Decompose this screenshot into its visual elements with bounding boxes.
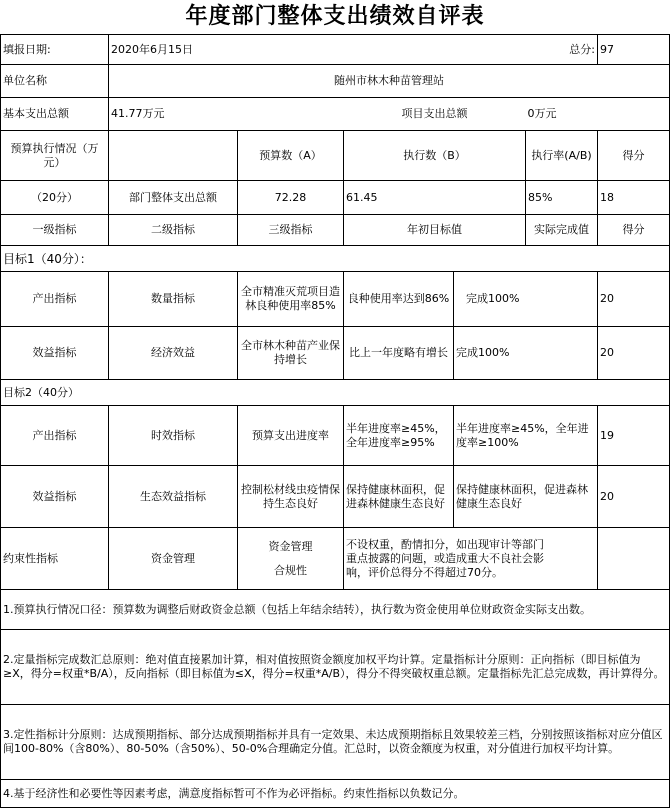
constraint-row <box>1 528 670 590</box>
note-row <box>1 705 670 780</box>
constraint-l3 <box>238 528 344 590</box>
goal1-score: 20 <box>598 272 670 327</box>
goal2-l1: 效益指标 <box>1 466 109 528</box>
header-target: 年初目标值 <box>344 215 526 246</box>
goal2-l2: 生态效益指标 <box>109 466 238 528</box>
goal1-l2: 经济效益 <box>109 327 238 380</box>
fill-date-label: 填报日期: <box>1 35 109 65</box>
budget-label: 预算执行情况（万元） <box>1 131 109 181</box>
goal2-target: 半年进度率≥45%，全年进度率≥95% <box>344 406 454 466</box>
goal1-target: 比上一年度略有增长 <box>344 327 454 380</box>
page-title: 年度部门整体支出绩效自评表 <box>185 4 485 29</box>
budget-header-row <box>1 131 670 181</box>
goal2-label: 目标2（40分） <box>1 380 670 406</box>
unit-name: 随州市林木种苗管理站 <box>109 65 670 98</box>
goal1-actual: 完成100% <box>454 272 598 327</box>
goal2-l3: 控制松材线虫疫情保持生态良好 <box>238 466 344 528</box>
unit-label: 单位名称 <box>1 65 109 98</box>
project-total-value: 0万元 <box>526 98 670 131</box>
budget-points: （20分） <box>1 181 109 215</box>
note-4: 4.基于经济性和必要性等因素考虑，满意度指标暂可不作为必评指标。约束性指标以负数记分。 <box>1 780 670 808</box>
header-level2: 二级指标 <box>109 215 238 246</box>
goal1-l1: 产出指标 <box>1 272 109 327</box>
goal2-score: 20 <box>598 466 670 528</box>
goal2-row <box>1 380 670 406</box>
evaluation-table <box>0 34 670 808</box>
constraint-l2: 资金管理 <box>109 528 238 590</box>
constraint-l3-a: 资金管理 <box>268 539 313 553</box>
goal2-l3: 预算支出进度率 <box>238 406 344 466</box>
goal1-row <box>1 246 670 272</box>
goal1-l3: 全市林木种苗产业保持增长 <box>238 327 344 380</box>
header-level3: 三级指标 <box>238 215 344 246</box>
goal2-l1: 产出指标 <box>1 406 109 466</box>
goal1-l2: 数量指标 <box>109 272 238 327</box>
note-2: 2.定量指标完成数汇总原则：绝对值直接累加计算，相对值按照资金额度加权平均计算。定量指标计分原则：正向指标（即目标值为≥X，得分=权重*B/A），反向指标（即目标值为≤X，得分=权重*A/B），得分不得突破权重总额。定量指标先汇总完成数，再计算得分。 <box>1 630 670 705</box>
goal2-item <box>1 406 670 466</box>
exec-col-header: 执行数（B） <box>344 131 526 181</box>
goal1-item <box>1 272 670 327</box>
note-row <box>1 780 670 808</box>
rate-value: 85% <box>526 181 598 215</box>
goal2-actual: 半年进度率≥45%，全年进度率≥100% <box>454 406 598 466</box>
budget-col-header: 预算数（A） <box>238 131 344 181</box>
header-level1: 一级指标 <box>1 215 109 246</box>
fill-date-value: 2020年6月15日 <box>109 35 344 65</box>
unit-row <box>1 65 670 98</box>
header-score: 得分 <box>598 215 670 246</box>
score-col-header: 得分 <box>598 131 670 181</box>
note-1: 1.预算执行情况口径：预算数为调整后财政资金总额（包括上年结余结转），执行数为资金使用单位财政资金实际支出数。 <box>1 590 670 630</box>
constraint-l1: 约束性指标 <box>1 528 109 590</box>
note-row <box>1 630 670 705</box>
goal1-label: 目标1（40分）： <box>1 246 670 272</box>
header-actual: 实际完成值 <box>526 215 598 246</box>
goal2-l2: 时效指标 <box>109 406 238 466</box>
goal1-item <box>1 327 670 380</box>
rate-col-header: 执行率(A/B) <box>526 131 598 181</box>
budget-item: 部门整体支出总额 <box>109 181 238 215</box>
exec-value: 61.45 <box>344 181 526 215</box>
note-3: 3.定性指标计分原则：达成预期指标、部分达成预期指标并具有一定效果、未达成预期指标且效果较差三档，分别按照该指标对应分值区间100-80%（含80%）、80-50%（含50%）、50-0%合理确定分值。汇总时，以资金额度为权重，对分值进行加权平均计算。 <box>1 705 670 780</box>
goal2-target: 保持健康林面积，促进森林健康生态良好 <box>344 466 454 528</box>
goal2-score: 19 <box>598 406 670 466</box>
indicator-header-row <box>1 215 670 246</box>
constraint-desc: 不设权重，酌情扣分，如出现审计等部门重点披露的问题，或造成重大不良社会影响，评价总得分不得超过70分。 <box>344 528 598 590</box>
goal2-actual: 保持健康林面积，促进森林健康生态良好 <box>454 466 598 528</box>
basic-total-value: 41.77万元 <box>109 98 344 131</box>
fill-date-row <box>1 35 670 65</box>
goal2-item <box>1 466 670 528</box>
budget-value: 72.28 <box>238 181 344 215</box>
budget-score: 18 <box>598 181 670 215</box>
note-row <box>1 590 670 630</box>
goal1-actual: 完成100% <box>454 327 598 380</box>
goal1-score: 20 <box>598 327 670 380</box>
total-score-value: 97 <box>598 35 670 65</box>
project-total-label: 项目支出总额 <box>344 98 526 131</box>
constraint-l3-b: 合规性 <box>274 563 307 577</box>
goal1-target: 良种使用率达到86% <box>344 272 454 327</box>
totals-row <box>1 98 670 131</box>
goal1-l1: 效益指标 <box>1 327 109 380</box>
total-score-label: 总分: <box>526 35 598 65</box>
budget-values-row <box>1 181 670 215</box>
goal1-l3: 全市精准灭荒项目造林良种使用率85% <box>238 272 344 327</box>
basic-total-label: 基本支出总额 <box>1 98 109 131</box>
